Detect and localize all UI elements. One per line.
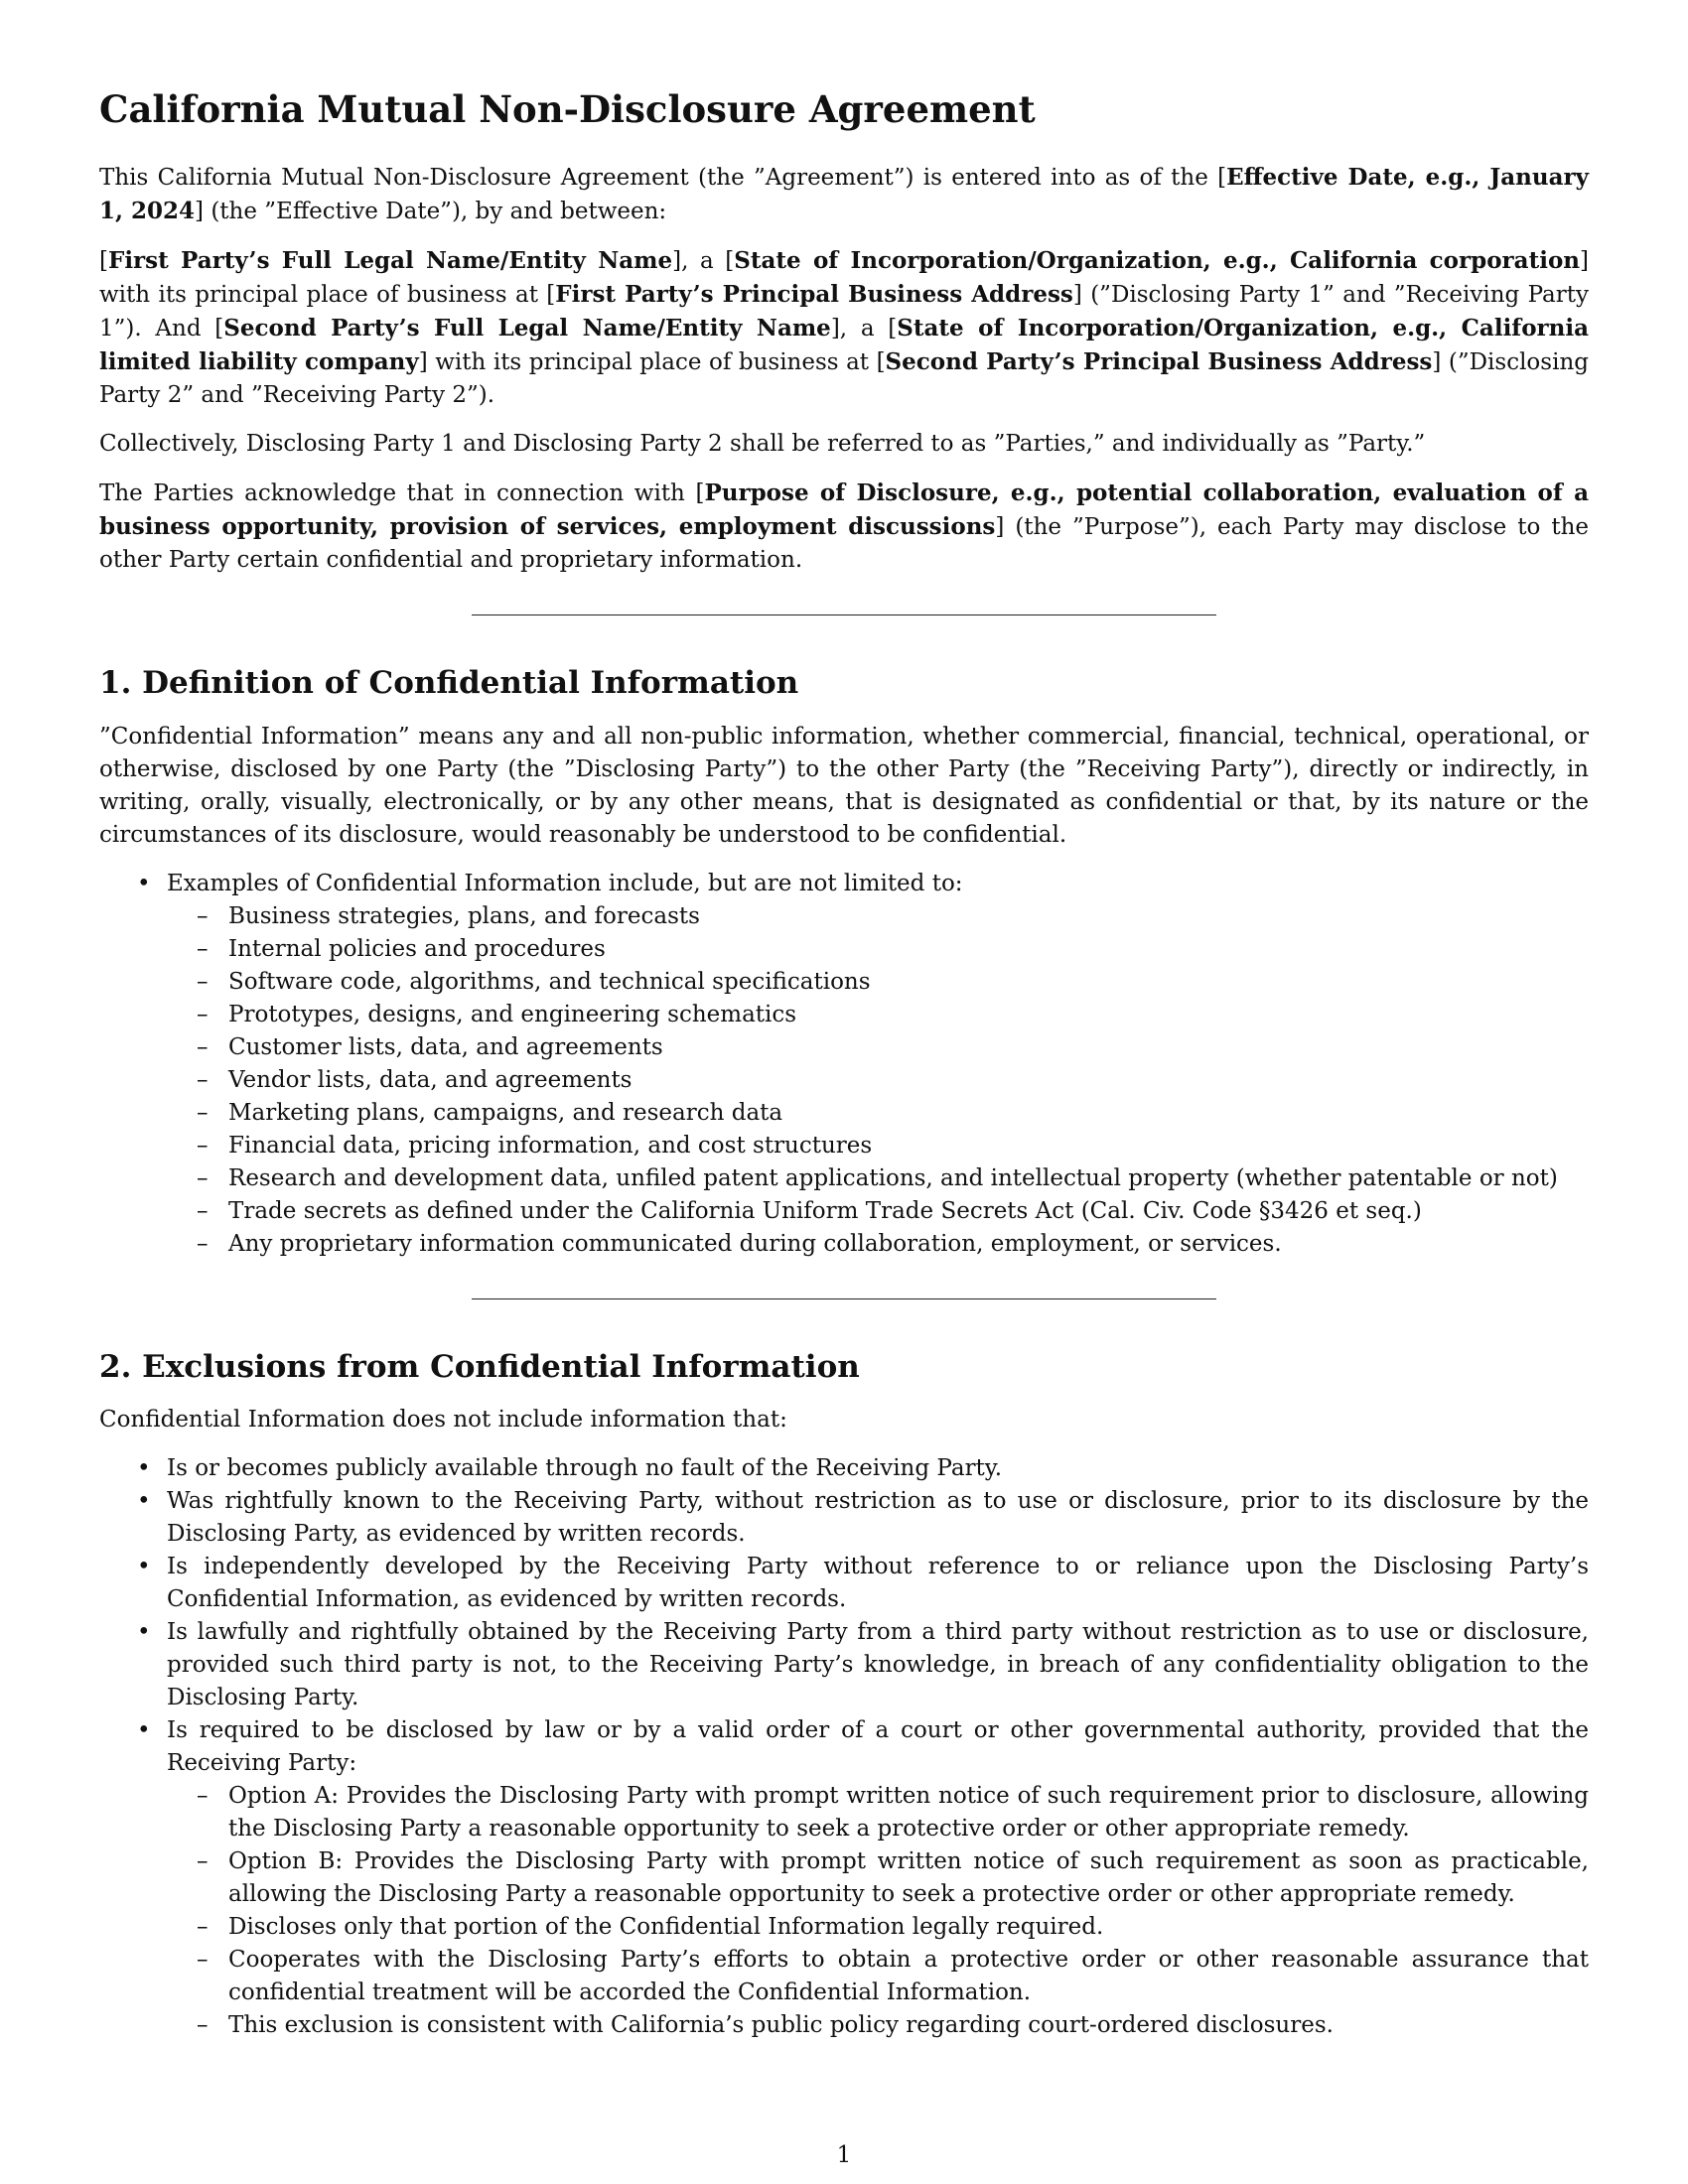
list-item: – This exclusion is consistent with California’s public policy regarding court-ordered disclosures. xyxy=(228,2009,1589,2042)
legal-disclosure-sublist xyxy=(167,1780,1589,2042)
document-title: California Mutual Non-Disclosure Agreement xyxy=(99,87,1036,131)
intro-text-2: ] (the ”Effective Date”), by and between: xyxy=(195,199,667,225)
list-item: • Is or becomes publicly available through no fault of the Receiving Party. xyxy=(167,1452,1589,1485)
list-item: – Any proprietary information communicated during collaboration, employment, or services. xyxy=(228,1228,1589,1261)
document-page xyxy=(99,87,1589,2052)
list-item: • Is lawfully and rightfully obtained by the Receiving Party from a third party without restriction as to use or disclosure, provided such third party is not, to the Receiving Party’s knowledge, in breach of any confidentiality obligation to the Disclosing Party. xyxy=(167,1616,1589,1714)
section-1-list xyxy=(99,868,1589,1261)
examples-list xyxy=(167,900,1589,1261)
list-item: – Financial data, pricing information, and cost structures xyxy=(228,1130,1589,1162)
second-party-state-placeholder: State of Incorporation/Organization, e.g., California limited liability company xyxy=(99,315,1590,376)
list-item: – Option B: Provides the Disclosing Party with prompt written notice of such requirement as soon as practicable, allowing the Disclosing Party a reasonable opportunity to seek a protective order or other appropriate remedy. xyxy=(228,1845,1589,1911)
first-party-name-placeholder: First Party’s Full Legal Name/Entity Name xyxy=(107,247,673,275)
list-item xyxy=(167,868,1589,1261)
section-divider xyxy=(472,614,1216,615)
collectively-paragraph: Collectively, Disclosing Party 1 and Disclosing Party 2 shall be referred to as ”Parties,” and individually as ”Party.” xyxy=(99,431,1426,458)
list-item: – Vendor lists, data, and agreements xyxy=(228,1064,1589,1097)
examples-lead-in: Examples of Confidential Information include, but are not limited to: xyxy=(167,870,963,896)
exclusions-list xyxy=(99,1452,1589,2042)
section-2-intro: Confidential Information does not include information that: xyxy=(99,1406,787,1433)
list-item: – Trade secrets as defined under the California Uniform Trade Secrets Act (Cal. Civ. Code §3426 et seq.) xyxy=(228,1195,1589,1228)
list-item: – Software code, algorithms, and technical specifications xyxy=(228,966,1589,999)
list-item: – Internal policies and procedures xyxy=(228,933,1589,966)
section-2-heading: 2. Exclusions from Confidential Information xyxy=(99,1348,860,1385)
list-item: – Customer lists, data, and agreements xyxy=(228,1031,1589,1064)
parties-text-6: ] with its principal place of business at [ xyxy=(418,349,886,376)
list-item: – Research and development data, unfiled patent applications, and intellectual property (whether patentable or not) xyxy=(228,1162,1589,1195)
first-party-state-placeholder: State of Incorporation/Organization, e.g., California corporation xyxy=(734,247,1581,275)
list-item: – Discloses only that portion of the Confidential Information legally required. xyxy=(228,1911,1589,1944)
section-1-heading: 1. Definition of Confidential Information xyxy=(99,665,799,702)
list-item xyxy=(167,1714,1589,2042)
parties-paragraph xyxy=(99,244,1589,412)
list-item: – Prototypes, designs, and engineering schematics xyxy=(228,999,1589,1031)
purpose-text-2: ] (the ”Purpose”), each Party may disclose to the other Party certain confidential and proprietary information. xyxy=(99,514,1589,574)
effective-date-placeholder: Effective Date, e.g., January 1, 2024 xyxy=(99,164,1589,225)
list-item: – Marketing plans, campaigns, and research data xyxy=(228,1097,1589,1130)
parties-text-2: ], a [ xyxy=(672,248,735,275)
intro-text-1: This California Mutual Non-Disclosure Agreement (the ”Agreement”) is entered into as of the [ xyxy=(99,165,1227,192)
list-item: • Is independently developed by the Receiving Party without reference to or reliance upon the Disclosing Party’s Confidential Information, as evidenced by written records. xyxy=(167,1551,1589,1616)
parties-text-1: [ xyxy=(99,248,108,275)
intro-paragraph xyxy=(99,161,1589,228)
second-party-address-placeholder: Second Party’s Principal Business Address xyxy=(885,348,1433,376)
legal-disclosure-lead-in: Is required to be disclosed by law or by a valid order of a court or other governmental authority, provided that the Receiving Party: xyxy=(167,1716,1589,1776)
parties-text-5: ], a [ xyxy=(830,316,898,342)
purpose-paragraph xyxy=(99,477,1589,577)
list-item: – Option A: Provides the Disclosing Party with prompt written notice of such requirement prior to disclosure, allowing the Disclosing Party a reasonable opportunity to seek a protective order or other appropriate remedy. xyxy=(228,1780,1589,1845)
parties-text-7: ] (”Disclosing Party 2” and ”Receiving Party 2”). xyxy=(99,349,1589,409)
page-number: 1 xyxy=(836,2142,852,2168)
section-1-body: ”Confidential Information” means any and all non-public information, whether commercial, financial, technical, operational, or otherwise, disclosed by one Party (the ”Disclosing Party”) to the other Party (the ”Receiving Party”), directly or indirectly, in writing, orally, visually, electronically, or by any other means, that is designated as confidential or that, by its nature or the circumstances of its disclosure, would reasonably be understood to be confidential. xyxy=(99,723,1589,848)
parties-text-3: ] with its principal place of business at [ xyxy=(99,248,1589,309)
first-party-address-placeholder: First Party’s Principal Business Address xyxy=(555,281,1073,309)
list-item: • Was rightfully known to the Receiving Party, without restriction as to use or disclosure, prior to its disclosure by the Disclosing Party, as evidenced by written records. xyxy=(167,1485,1589,1551)
parties-text-4: ] (”Disclosing Party 1” and ”Receiving Party 1”). And [ xyxy=(99,282,1589,342)
purpose-text-1: The Parties acknowledge that in connection with [ xyxy=(99,480,705,507)
list-item: – Cooperates with the Disclosing Party’s efforts to obtain a protective order or other reasonable assurance that confidential treatment will be accorded the Confidential Information. xyxy=(228,1944,1589,2009)
list-item: – Business strategies, plans, and forecasts xyxy=(228,900,1589,933)
purpose-placeholder: Purpose of Disclosure, e.g., potential collaboration, evaluation of a business opportunity, provision of services, employment discussions xyxy=(99,479,1590,541)
second-party-name-placeholder: Second Party’s Full Legal Name/Entity Name xyxy=(223,315,831,342)
section-divider xyxy=(472,1298,1216,1299)
